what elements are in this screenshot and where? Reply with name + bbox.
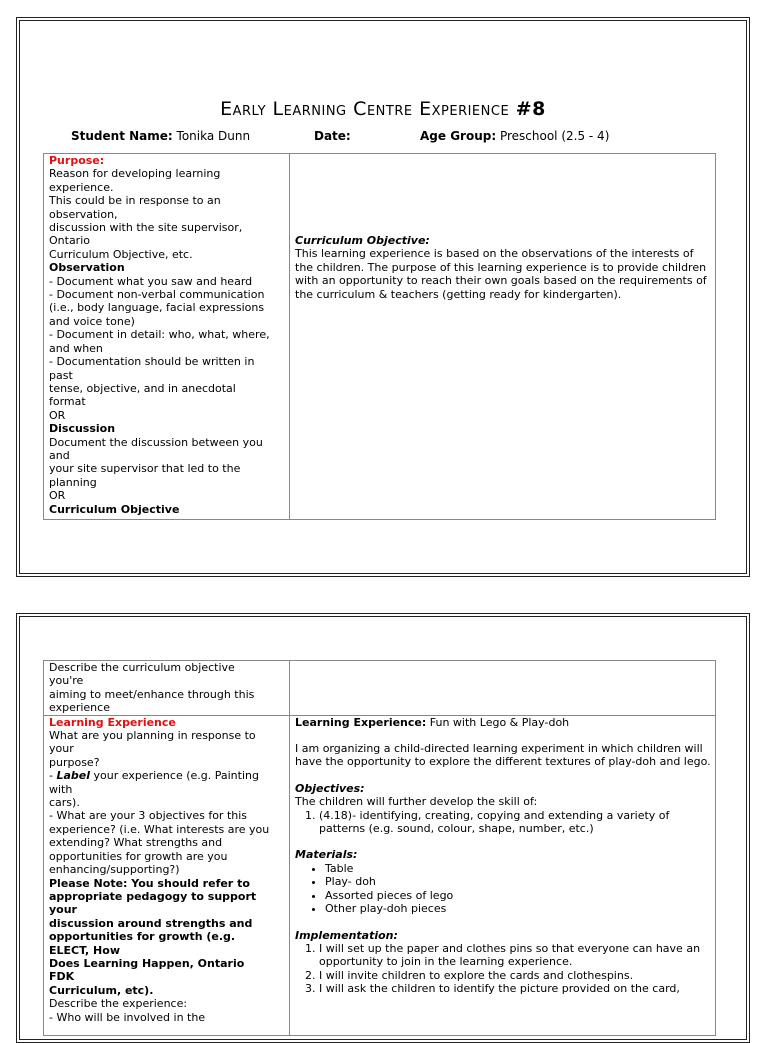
learning-experience-plan-cell [290,715,716,1035]
learning-experience-title [295,716,711,729]
learning-experience-label: Learning Experience: [295,715,427,729]
implementation-step: 2. I will invite children to explore the cards and clothespins. [319,969,711,982]
observation-line: and voice tone) [49,314,135,328]
curriculum-objective-heading: Curriculum Objective [49,502,180,516]
date-label: Date: [314,129,351,143]
note-line: Does Learning Happen, Ontario [49,956,245,970]
purpose-line: Reason for developing learning [49,167,221,181]
implementation-step: 1. I will set up the paper and clothes pins so that everyone can have an opportunity to join in the learning experience. [319,942,711,969]
learning-experience-value: Fun with Lego & Play-doh [426,715,570,729]
materials-heading: Materials: [295,848,358,862]
note-line: Curriculum, etc). [49,983,154,997]
observation-heading: Observation [49,261,125,275]
objectives-intro: The children will further develop the skill of: [295,795,538,809]
purpose-line: discussion with the site supervisor, [49,221,243,235]
document-title [17,98,749,120]
discussion-line: OR [49,489,66,503]
instruction-line: cars). [49,796,80,810]
title-number: #8 [515,98,546,120]
purpose-cell [44,154,290,520]
note-line: your [49,903,77,917]
materials-list [295,862,711,916]
label-word: Label [56,769,91,783]
curriculum-description-cell [44,661,290,716]
observation-line: - Document non-verbal communication [49,288,265,302]
instruction-line: - What are your 3 objectives for this [49,809,248,823]
student-name-value: Tonika Dunn [176,129,251,143]
discussion-line: Document the discussion between you [49,435,263,449]
curriculum-description-line: aiming to meet/enhance through this [49,687,255,701]
curriculum-description-line: experience [49,701,110,715]
instruction-line: with [49,782,73,796]
document-page-2 [16,613,750,1043]
observation-line: - Document what you saw and heard [49,274,253,288]
curriculum-objective-cell [290,154,716,520]
title-text: Early Learning Centre Experience [220,98,516,120]
learning-experience-heading: Learning Experience [49,715,176,729]
instruction-line: Describe the experience: [49,997,188,1011]
objectives-list [295,809,711,836]
instruction-line: What are you planning in response to [49,729,256,743]
material-item: • Table [325,862,711,875]
note-line: appropriate pedagogy to support [49,889,257,903]
label-instruction [49,769,285,782]
purpose-line: This could be in response to an [49,194,221,208]
curriculum-objective-label: Curriculum Objective: [295,234,430,247]
material-item: • Assorted pieces of lego [325,889,711,902]
instruction-line: - Who will be involved in the [49,1010,206,1024]
observation-line: past [49,368,73,382]
discussion-line: your site supervisor that led to the [49,462,241,476]
instruction-line: opportunities for growth are you [49,849,228,863]
material-item: • Other play-doh pieces [325,902,711,915]
implementation-step: 3. I will ask the children to identify the picture provided on the card, [319,982,711,995]
curriculum-description-response-cell [290,661,716,716]
instruction-line: extending? What strengths and [49,836,223,850]
student-name-field [71,129,250,143]
note-line: opportunities for growth (e.g. [49,930,236,944]
purpose-line: Ontario [49,234,90,248]
curriculum-objective-text: This learning experience is based on the observations of the interests of the children. The purpose of this learning experience is to provide children with an opportunity to reach their own goals based on the requirements of the curriculum & teachers (getting ready for kindergarten). [295,247,707,301]
instruction-line: enhancing/supporting?) [49,863,180,877]
note-line: ELECT, How [49,943,120,957]
age-group-field [420,129,609,143]
learning-experience-intro: I am organizing a child-directed learning experiment in which children will have the opportunity to explore the different textures of play-doh and lego. [295,742,711,769]
curriculum-description-line: Describe the curriculum objective [49,661,235,674]
purpose-table [43,153,716,520]
label-rest: your experience (e.g. Painting [90,769,259,783]
curriculum-description-line: you're [49,674,84,688]
label-prefix: - [49,769,57,783]
observation-line: OR [49,408,66,422]
note-line: Please Note: You should refer to [49,876,250,890]
student-name-label: Student Name: [71,129,173,143]
learning-table [43,660,716,1036]
note-line: FDK [49,970,75,984]
instruction-line: purpose? [49,755,100,769]
purpose-line: Curriculum Objective, etc. [49,247,193,261]
implementation-heading: Implementation: [295,928,398,942]
objectives-heading: Objectives: [295,781,365,795]
discussion-heading: Discussion [49,422,116,436]
age-group-label: Age Group: [420,129,497,143]
purpose-line: observation, [49,207,118,221]
discussion-line: and [49,448,70,462]
material-item: • Play- doh [325,875,711,888]
implementation-list [295,942,711,996]
age-group-value: Preschool (2.5 - 4) [499,129,610,143]
purpose-line: experience. [49,180,114,194]
observation-line: - Document in detail: who, what, where, [49,328,270,342]
observation-line: (i.e., body language, facial expressions [49,301,265,315]
note-line: discussion around strengths and [49,916,253,930]
purpose-heading: Purpose: [49,154,105,167]
observation-line: and when [49,341,103,355]
instruction-line: your [49,742,74,756]
objective-item: 1. (4.18)- identifying, creating, copying and extending a variety of patterns (e.g. sound, colour, shape, number, etc.) [319,809,711,836]
instruction-line: experience? (i.e. What interests are you [49,822,270,836]
observation-line: format [49,395,86,409]
discussion-line: planning [49,475,97,489]
observation-line: tense, objective, and in anecdotal [49,381,236,395]
learning-experience-instructions-cell [44,715,290,1035]
date-field [314,129,351,143]
observation-line: - Documentation should be written in [49,355,255,369]
document-page-1 [16,17,750,577]
